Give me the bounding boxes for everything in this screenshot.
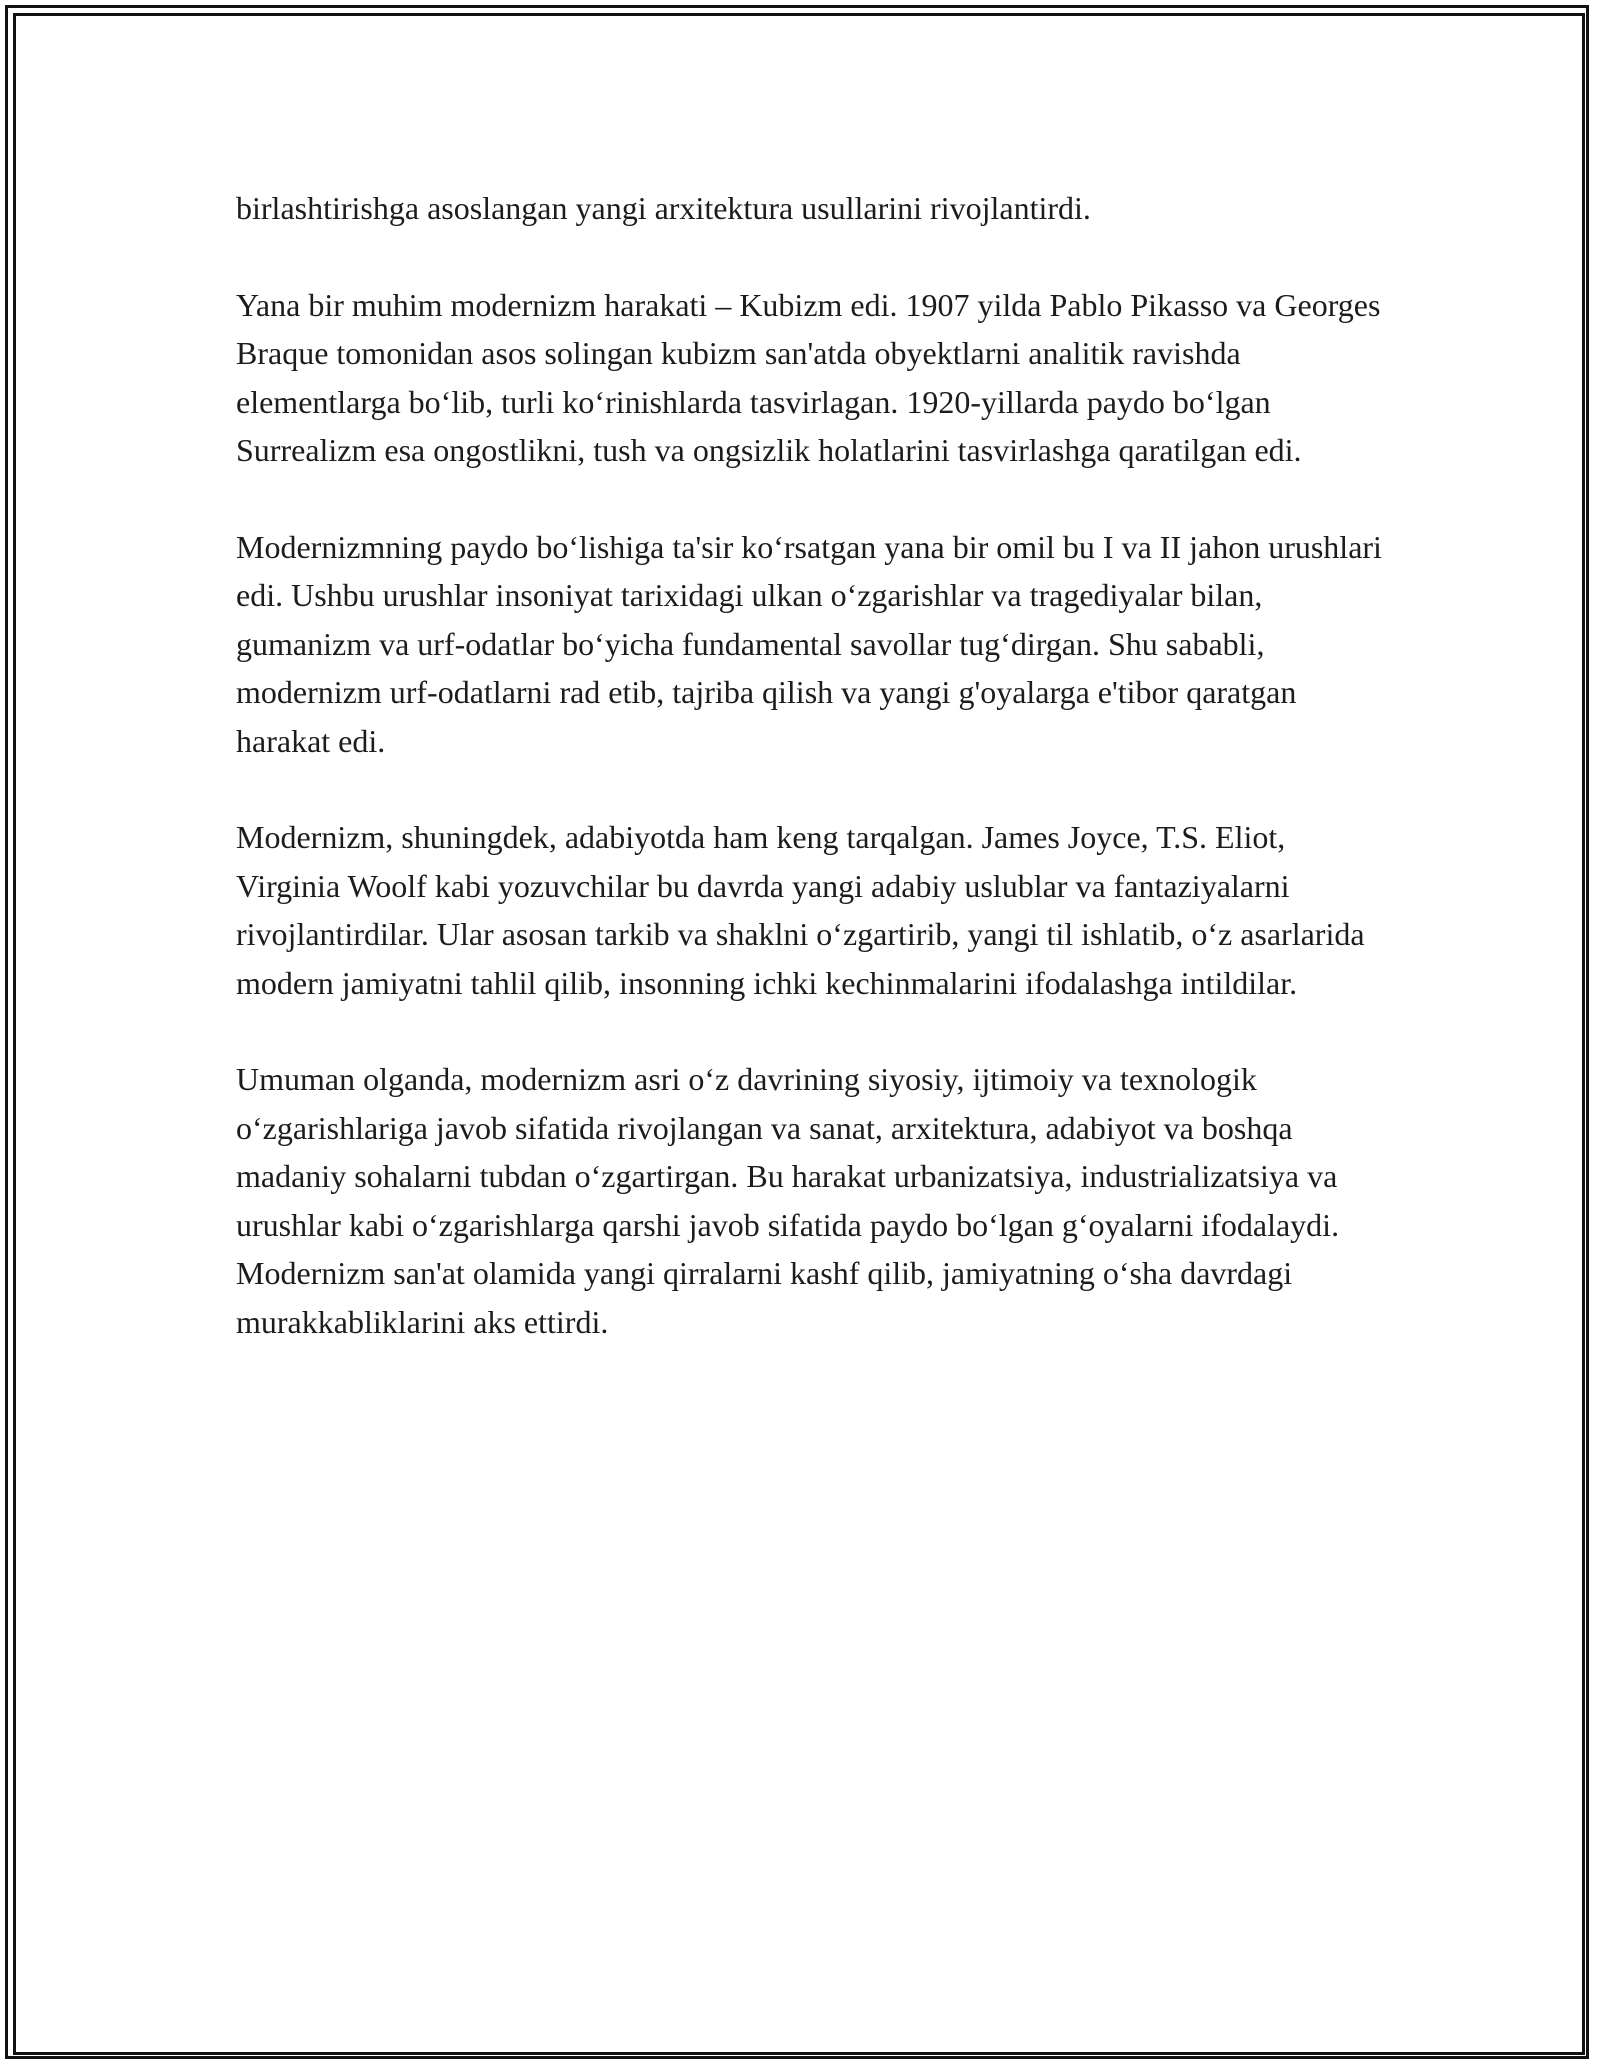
document-body	[236, 184, 1386, 1394]
paragraph-world-wars: Modernizmning paydo bo‘lishiga ta'sir ko‘rsatgan yana bir omil bu I va II jahon urushlari edi. Ushbu urushlar insoniyat tarixidagi ulkan o‘zgarishlar va tragediyalar bilan, gumanizm va urf-odatlar bo‘yicha fundamental savollar tug‘dirgan. Shu sababli, modernizm urf-odatlarni rad etib, tajriba qilish va yangi g'oyalarga e'tibor qaratgan harakat edi.	[236, 528, 1382, 759]
paragraph-literature: Modernizm, shuningdek, adabiyotda ham keng tarqalgan. James Joyce, T.S. Eliot, Virginia Woolf kabi yozuvchilar bu davrda yangi adabiy uslublar va fantaziyalarni rivojlantirdilar. Ular asosan tarkib va shaklni o‘zgartirib, yangi til ishlatib, o‘z asarlarida modern jamiyatni tahlil qilib, insonning ichki kechinmalarini ifodalashga intildilar.	[236, 819, 1365, 1001]
paragraph-cubism-surrealism: Yana bir muhim modernizm harakati – Kubizm edi. 1907 yilda Pablo Pikasso va Georges Braque tomonidan asos solingan kubizm san'atda obyektlarni analitik ravishda elementlarga bo‘lib, turli ko‘rinishlarda tasvirlagan. 1920-yillarda paydo bo‘lgan Surrealizm esa ongostlikni, tush va ongsizlik holatlarini tasvirlashga qaratilgan edi.	[236, 286, 1381, 468]
paragraph-architecture-continuation: birlashtirishga asoslangan yangi arxitektura usullarini rivojlantirdi.	[236, 190, 1091, 226]
paragraph-conclusion: Umuman olganda, modernizm asri o‘z davrining siyosiy, ijtimoiy va texnologik o‘zgarishlariga javob sifatida rivojlangan va sanat, arxitektura, adabiyot va boshqa madaniy sohalarni tubdan o‘zgartirgan. Bu harakat urbanizatsiya, industrializatsiya va urushlar kabi o‘zgarishlarga qarshi javob sifatida paydo bo‘lgan g‘oyalarni ifodalaydi. Modernizm san'at olamida yangi qirralarni kashf qilib, jamiyatning o‘sha davrdagi murakkabliklarini aks ettirdi.	[236, 1061, 1340, 1340]
